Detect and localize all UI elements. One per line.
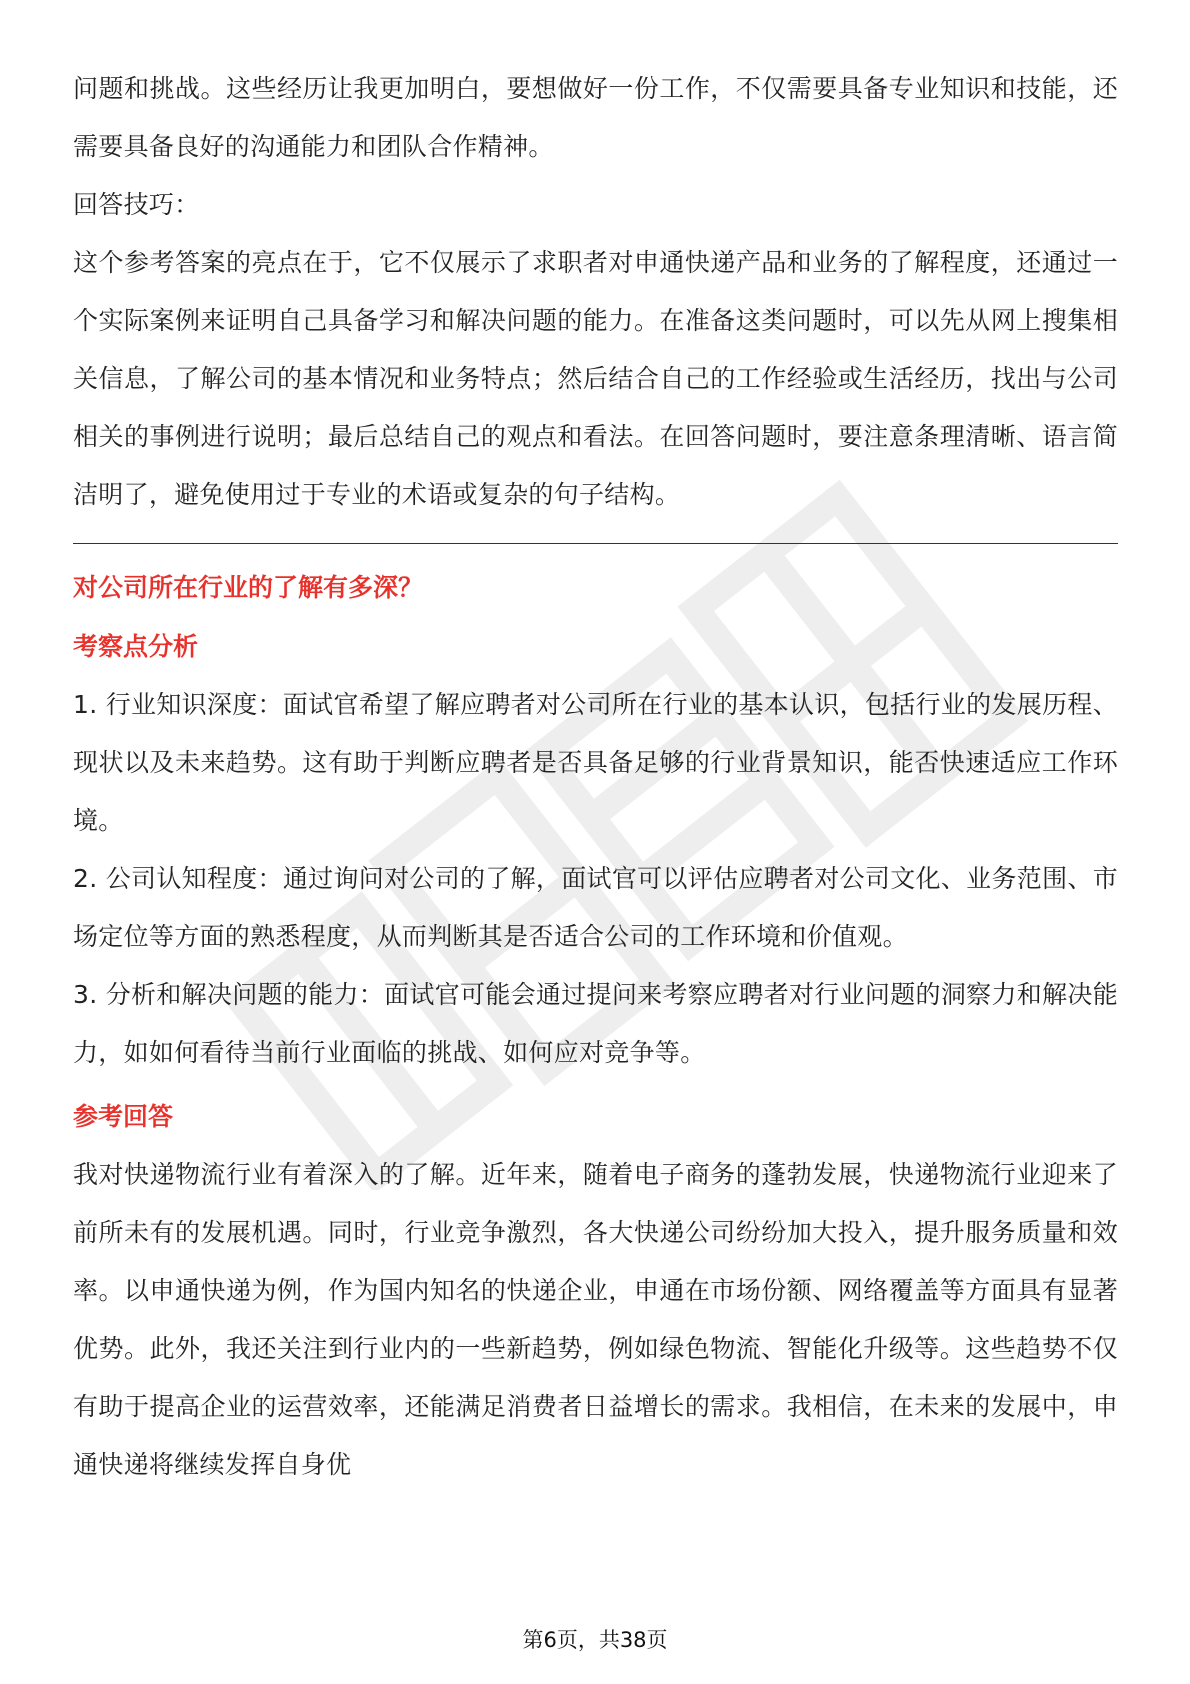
page-number: 第6页，共38页 — [522, 1628, 668, 1652]
answer-text: 我对快递物流行业有着深入的了解。近年来，随着电子商务的蓬勃发展，快递物流行业迎来了前所未有的发展机遇。同时，行业竞争激烈，各大快递公司纷纷加大投入，提升服务质量和效率。以申通快递为例，作为国内知名的快递企业，申通在市场份额、网络覆盖等方面具有显著优势。此外，我还关注到行业内的一些新趋势，例如绿色物流、智能化升级等。这些趋势不仅有助于提高企业的运营效率，还能满足消费者日益增长的需求。我相信，在未来的发展中，申通快递将继续发挥自身优 — [73, 1160, 1118, 1479]
analysis-item-2: 2. 公司认知程度：通过询问对公司的了解，面试官可以评估应聘者对公司文化、业务范围、市场定位等方面的熟悉程度，从而判断其是否适合公司的工作环境和价值观。 — [73, 864, 1118, 951]
answer-tips-text: 这个参考答案的亮点在于，它不仅展示了求职者对申通快递产品和业务的了解程度，还通过一个实际案例来证明自己具备学习和解决问题的能力。在准备这类问题时，可以先从网上搜集相关信息，了解公司的基本情况和业务特点；然后结合自己的工作经验或生活经历，找出与公司相关的事例进行说明；最后总结自己的观点和看法。在回答问题时，要注意条理清晰、语言简洁明了，避免使用过于专业的术语或复杂的句子结构。 — [73, 248, 1118, 509]
answer-heading: 参考回答 — [73, 1102, 174, 1131]
analysis-item-1: 1. 行业知识深度：面试官希望了解应聘者对公司所在行业的基本认识，包括行业的发展历程、现状以及未来趋势。这有助于判断应聘者是否具备足够的行业背景知识，能否快速适应工作环境。 — [73, 690, 1118, 835]
answer-tips-label: 回答技巧： — [73, 190, 200, 219]
page-content — [73, 60, 1118, 1494]
analysis-item-3: 3. 分析和解决问题的能力：面试官可能会通过提问来考察应聘者对行业问题的洞察力和解决能力，如如何看待当前行业面临的挑战、如何应对竞争等。 — [73, 980, 1118, 1067]
question-title: 对公司所在行业的了解有多深？ — [73, 573, 424, 602]
analysis-heading: 考察点分析 — [73, 632, 199, 661]
section-divider — [73, 543, 1118, 544]
paragraph-continued: 问题和挑战。这些经历让我更加明白，要想做好一份工作，不仅需要具备专业知识和技能，还需要具备良好的沟通能力和团队合作精神。 — [73, 74, 1118, 161]
